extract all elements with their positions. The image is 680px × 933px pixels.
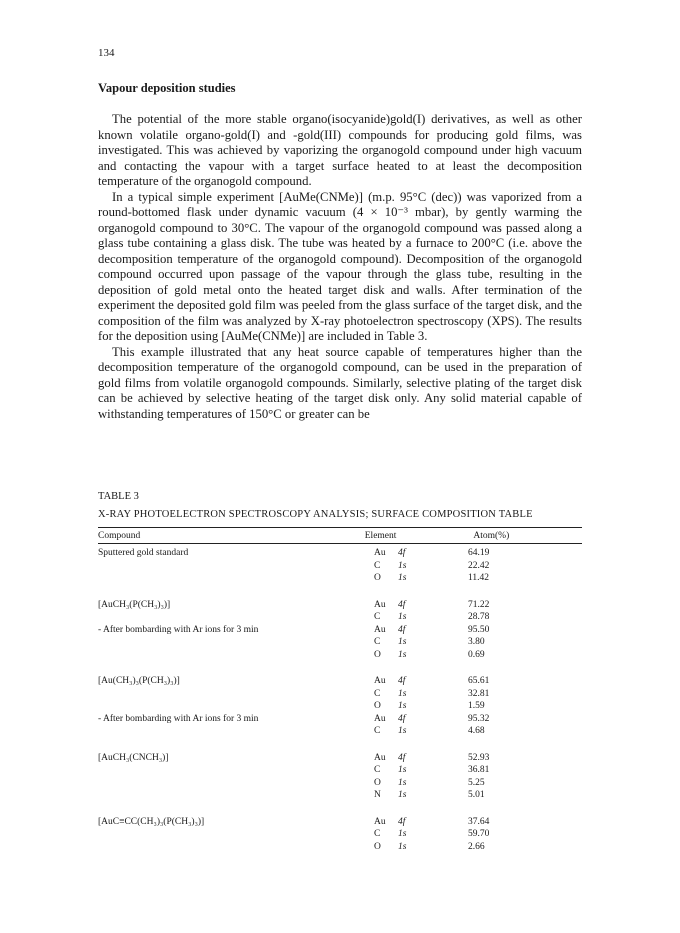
cell-compound: [AuCH₃(P(CH₃)₃)] [98, 599, 171, 610]
header-compound: Compound [98, 530, 141, 541]
element-symbol: Au [374, 713, 386, 724]
element-orbital: 1s [398, 637, 407, 648]
cell-atom-percent: 5.25 [468, 777, 485, 788]
paragraph: In a typical simple experiment [AuMe(CNMe)] (m.p. 95°C (dec)) was vaporized from a round-bottomed flask under dynamic vacuum (4 × 10⁻³ mbar), by gently warming the organogold compound to 30°C. The vapour of the organogold compound was passed along a glass tube containing a glass disk. The tube was heated by a furnace to 200°C (i.e. above the decomposition temperature of the organogold compound). Decomposition of the organogold compound occurred upon passage of the vapour through the glass tube, resulting in the deposition of gold metal onto the heated target disk and walls. After termination of the experiment the deposited gold film was peeled from the glass surface of the target disk, and the composition of the film was analyzed by X-ray photoelectron spectroscopy (XPS). The results for the deposition using [AuMe(CNMe)] are included in Table 3. [98, 189, 582, 343]
cell-atom-percent: 22.42 [468, 560, 490, 571]
cell-compound: [Au(CH₃)₃(P(CH₃)₃)] [98, 676, 180, 687]
element-orbital: 1s [398, 726, 407, 737]
table-row [98, 828, 582, 841]
table-row [98, 764, 582, 777]
table-row [98, 547, 582, 560]
element-symbol: O [374, 841, 381, 852]
element-orbital: 4f [398, 816, 406, 827]
table-row [98, 560, 582, 573]
cell-atom-percent: 65.61 [468, 676, 490, 687]
cell-atom-percent: 71.22 [468, 599, 490, 610]
cell-element [358, 548, 468, 558]
element-orbital: 1s [398, 790, 407, 801]
cell-atom-percent: 59.70 [468, 829, 490, 840]
cell-element [358, 842, 468, 852]
element-orbital: 4f [398, 676, 406, 687]
cell-compound: - After bombarding with Ar ions for 3 min [98, 713, 259, 724]
table-group [98, 752, 582, 802]
xps-table [98, 527, 582, 867]
table-header-row [98, 528, 582, 543]
cell-atom-percent: 36.81 [468, 765, 490, 776]
element-symbol: Au [374, 599, 386, 610]
cell-atom-percent: 2.66 [468, 841, 485, 852]
table-group [98, 599, 582, 662]
cell-element [358, 701, 468, 711]
cell-element [358, 765, 468, 775]
table-caption: X-RAY PHOTOELECTRON SPECTROSCOPY ANALYSIS; SURFACE COMPOSITION TABLE [98, 509, 533, 520]
element-symbol: O [374, 777, 381, 788]
table-row [98, 611, 582, 624]
cell-atom-percent: 0.69 [468, 649, 485, 660]
element-orbital: 4f [398, 548, 406, 559]
element-symbol: O [374, 701, 381, 712]
element-orbital: 4f [398, 624, 406, 635]
element-symbol: Au [374, 548, 386, 559]
table-group [98, 675, 582, 738]
cell-element [358, 561, 468, 571]
element-symbol: C [374, 765, 381, 776]
cell-element [358, 625, 468, 635]
cell-element [358, 600, 468, 610]
element-symbol: C [374, 560, 381, 571]
cell-element [358, 637, 468, 647]
cell-element [358, 817, 468, 827]
element-symbol: Au [374, 624, 386, 635]
body-text [98, 112, 582, 422]
table-group [98, 816, 582, 854]
element-orbital: 1s [398, 829, 407, 840]
cell-element [358, 650, 468, 660]
cell-atom-percent: 37.64 [468, 816, 490, 827]
element-orbital: 1s [398, 841, 407, 852]
table-row [98, 636, 582, 649]
table-row [98, 713, 582, 726]
table-row [98, 725, 582, 738]
element-orbital: 4f [398, 713, 406, 724]
cell-compound: [AuCH₃(CNCH₃)] [98, 752, 169, 763]
table-row [98, 624, 582, 637]
cell-element [358, 778, 468, 788]
cell-atom-percent: 95.50 [468, 624, 490, 635]
table-label: TABLE 3 [98, 491, 139, 502]
table-row [98, 841, 582, 854]
table-body [98, 544, 582, 853]
table-row [98, 675, 582, 688]
element-symbol: C [374, 612, 381, 623]
cell-atom-percent: 5.01 [468, 790, 485, 801]
cell-atom-percent: 95.32 [468, 713, 490, 724]
element-symbol: Au [374, 816, 386, 827]
cell-compound: - After bombarding with Ar ions for 3 min [98, 624, 259, 635]
element-symbol: Au [374, 752, 386, 763]
table-row [98, 572, 582, 585]
table-row [98, 777, 582, 790]
cell-element [358, 714, 468, 724]
element-symbol: C [374, 726, 381, 737]
element-symbol: C [374, 688, 381, 699]
cell-atom-percent: 3.80 [468, 637, 485, 648]
element-orbital: 1s [398, 573, 407, 584]
cell-atom-percent: 11.42 [468, 573, 490, 584]
cell-compound: [AuC≡CC(CH₃)₃(P(CH₃)₃)] [98, 816, 205, 827]
cell-atom-percent: 32.81 [468, 688, 490, 699]
element-symbol: C [374, 637, 381, 648]
element-orbital: 4f [398, 599, 406, 610]
page-number: 134 [98, 47, 115, 59]
paragraph: This example illustrated that any heat source capable of temperatures higher than the decomposition temperature of the organogold compound, can be used in the preparation of gold films from volatile organogold compounds. Similarly, selective plating of the target disk can be achieved by selective heating of the target disk only. Any solid material capable of withstanding temperatures of 150°C or greater can be [98, 344, 582, 421]
table-row [98, 789, 582, 802]
element-orbital: 1s [398, 649, 407, 660]
table-row [98, 700, 582, 713]
element-symbol: N [374, 790, 381, 801]
element-symbol: C [374, 829, 381, 840]
cell-element [358, 726, 468, 736]
header-atom: Atom(%) [473, 530, 510, 541]
table-group [98, 547, 582, 585]
element-orbital: 1s [398, 765, 407, 776]
cell-element [358, 573, 468, 583]
element-orbital: 1s [398, 612, 407, 623]
paragraph: The potential of the more stable organo(isocyanide)gold(I) derivatives, as well as other known volatile organo-gold(I) and -gold(III) compounds for producing gold films, was investigated. This was achieved by vaporizing the organogold compound under high vacuum and contacting the vapour with a target surface heated to at least the decomposition temperature of the organogold compound. [98, 112, 582, 188]
table-row [98, 599, 582, 612]
cell-element [358, 612, 468, 622]
table-row [98, 688, 582, 701]
cell-compound: Sputtered gold standard [98, 548, 189, 559]
element-symbol: O [374, 649, 381, 660]
cell-element [358, 689, 468, 699]
element-orbital: 4f [398, 752, 406, 763]
element-orbital: 1s [398, 688, 407, 699]
cell-atom-percent: 1.59 [468, 701, 485, 712]
cell-element [358, 829, 468, 839]
section-heading: Vapour deposition studies [98, 81, 236, 95]
header-element: Element [364, 530, 397, 541]
cell-atom-percent: 28.78 [468, 612, 490, 623]
element-orbital: 1s [398, 701, 407, 712]
element-symbol: O [374, 573, 381, 584]
element-orbital: 1s [398, 560, 407, 571]
element-orbital: 1s [398, 777, 407, 788]
cell-element [358, 753, 468, 763]
cell-atom-percent: 64.19 [468, 548, 490, 559]
element-symbol: Au [374, 676, 386, 687]
cell-atom-percent: 4.68 [468, 726, 485, 737]
cell-atom-percent: 52.93 [468, 752, 490, 763]
cell-element [358, 790, 468, 800]
table-row [98, 649, 582, 662]
table-row [98, 752, 582, 765]
table-row [98, 816, 582, 829]
cell-element [358, 676, 468, 686]
